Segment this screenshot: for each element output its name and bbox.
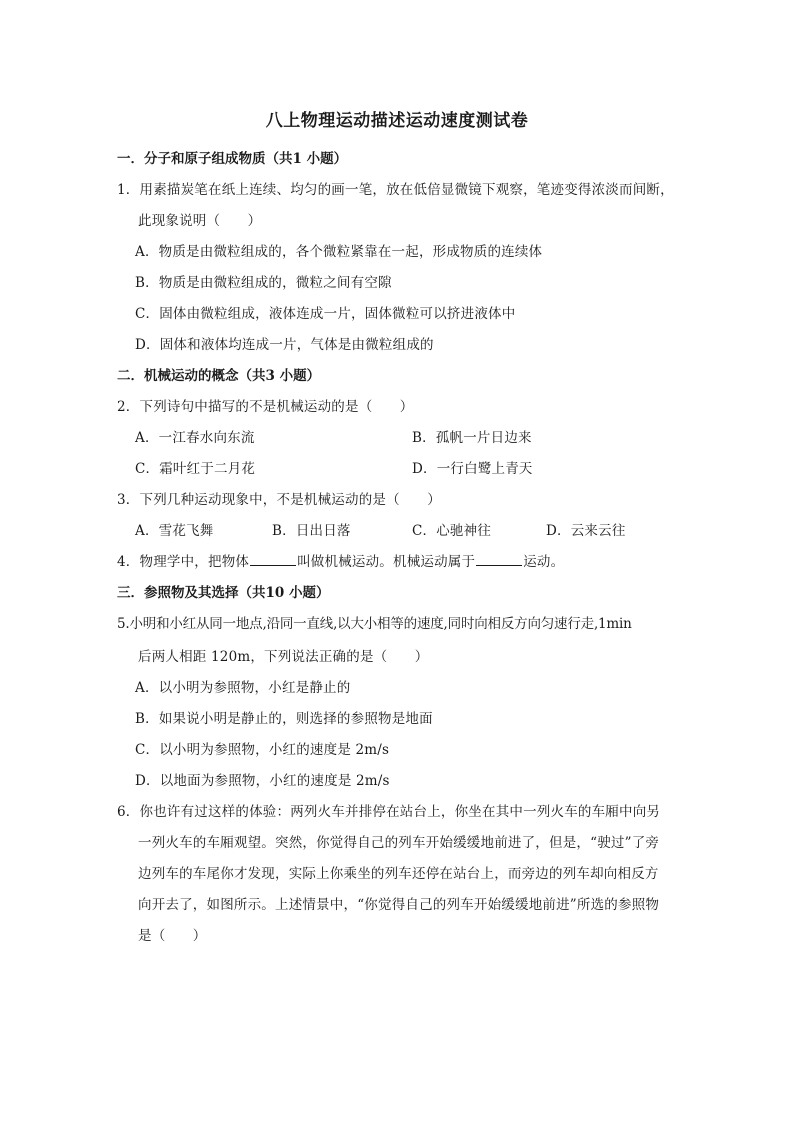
question-2-option-a: A．一江春水向东流	[135, 430, 255, 446]
question-3-stem: 3．下列几种运动现象中，不是机械运动的是（ ）	[117, 492, 441, 508]
question-1-option-b: B．物质是由微粒组成的，微粒之间有空隙	[135, 275, 392, 291]
question-4-text-1: 4．物理学中，把物体	[117, 554, 250, 570]
question-3-option-c: C．心驰神往	[412, 523, 492, 539]
question-4	[117, 550, 564, 570]
question-1-option-c: C．固体由微粒组成，液体连成一片，固体微粒可以挤进液体中	[135, 306, 516, 322]
question-3-option-a: A．雪花飞舞	[135, 523, 214, 539]
answer-blank-2[interactable]	[476, 554, 522, 566]
section-heading-2: 二．机械运动的概念（共3 小题）	[117, 368, 321, 384]
question-4-text-3: 运动。	[523, 554, 565, 570]
question-2-option-b: B．孤帆一片日边来	[412, 430, 532, 446]
question-3-option-d: D．云来云往	[546, 523, 626, 539]
question-2-option-c: C．霜叶红于二月花	[135, 461, 256, 477]
question-2-stem: 2．下列诗句中描写的不是机械运动的是（ ）	[117, 399, 414, 415]
question-6-line-5: 是（ ）	[138, 928, 207, 944]
question-2-option-d: D．一行白鹭上青天	[412, 461, 533, 477]
question-6-line-4: 向开去了，如图所示。上述情景中，“你觉得自己的列车开始缓缓地前进”所选的参照物	[138, 897, 660, 913]
question-5-option-d: D．以地面为参照物，小红的速度是 2m/s	[135, 773, 390, 789]
page-title: 八上物理运动描述运动速度测试卷	[265, 111, 529, 131]
question-1-option-d: D．固体和液体均连成一片，气体是由微粒组成的	[135, 337, 434, 353]
question-3-option-b: B．日出日落	[272, 523, 351, 539]
question-6-line-2: 一列火车的车厢观望。突然，你觉得自己的列车开始缓缓地前进了，但是，“驶过”了旁	[138, 835, 660, 851]
question-5-option-b: B．如果说小明是静止的，则选择的参照物是地面	[135, 711, 433, 727]
section-heading-1: 一．分子和原子组成物质（共1 小题）	[117, 151, 348, 167]
question-5-option-c: C．以小明为参照物，小红的速度是 2m/s	[135, 742, 390, 758]
question-4-text-2: 叫做机械运动。机械运动属于	[297, 554, 476, 570]
question-1-line-2: 此现象说明（ ）	[138, 213, 262, 229]
question-6-line-1: 6．你也许有过这样的体验：两列火车并排停在站台上，你坐在其中一列火车的车厢中向另	[117, 804, 661, 820]
question-5-option-a: A．以小明为参照物，小红是静止的	[135, 680, 351, 696]
section-heading-3: 三．参照物及其选择（共10 小题）	[117, 585, 330, 601]
answer-blank-1[interactable]	[250, 554, 296, 566]
question-5-line-2: 后两人相距 120m，下列说法正确的是（ ）	[138, 649, 429, 665]
question-1-option-a: A．物质是由微粒组成的，各个微粒紧靠在一起，形成物质的连续体	[135, 244, 543, 260]
question-5-line-1: 5.小明和小红从同一地点,沿同一直线,以大小相等的速度,同时向相反方向匀速行走,1min	[117, 616, 632, 632]
question-6-line-3: 边列车的车尾你才发现，实际上你乘坐的列车还停在站台上，而旁边的列车却向相反方	[138, 866, 659, 882]
question-1-line-1: 1．用素描炭笔在纸上连续、均匀的画一笔，放在低倍显微镜下观察，笔迹变得浓淡而间断，	[117, 182, 674, 198]
